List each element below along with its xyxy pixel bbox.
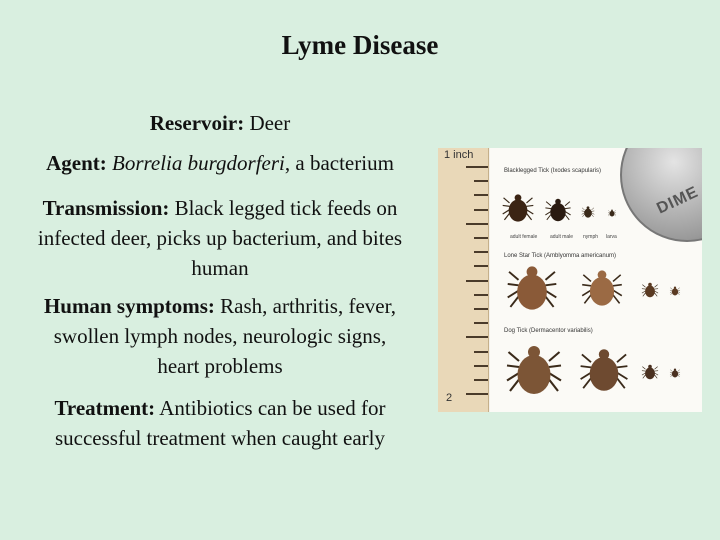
tick-comparison-image (438, 148, 702, 412)
ruler-tick (474, 294, 488, 296)
ruler-label-top: 1 inch (444, 149, 474, 161)
transmission-block (0, 193, 440, 283)
ruler-tick (474, 351, 488, 353)
dog-tick-caption: Dog Tick (Dermacentor variabilis) (504, 328, 593, 334)
symptoms-label: Human symptoms: (43, 294, 215, 318)
ruler-tick (474, 209, 488, 211)
blacklegged-adult-male (545, 199, 570, 221)
ruler-tick (474, 265, 488, 267)
ruler-tick (474, 322, 488, 324)
dog-tick-male (581, 349, 628, 391)
treatment-block (0, 393, 440, 453)
agent-label: Agent: (46, 151, 107, 175)
ruler-label-bottom: 2 (446, 392, 453, 404)
ruler-tick (466, 280, 488, 282)
blacklegged-larva (608, 209, 616, 216)
lonestar-larva (670, 287, 680, 296)
transmission-label: Transmission: (42, 196, 170, 220)
transmission-text-1: Black legged tick feeds on (169, 196, 398, 220)
ruler-tick (474, 180, 488, 182)
reservoir-line (0, 108, 440, 138)
transmission-line-1 (0, 193, 440, 223)
stage-adult-female: adult female (510, 234, 538, 240)
slide-title: Lyme Disease (281, 30, 439, 60)
dog-tick-nymph (642, 365, 658, 379)
blacklegged-adult-female (503, 194, 534, 221)
treatment-text-1: Antibiotics can be used for (155, 396, 386, 420)
symptoms-line-3: heart problems (157, 354, 283, 378)
ruler-tick (466, 393, 488, 395)
ruler (438, 148, 489, 412)
ruler-tick (474, 194, 488, 196)
symptoms-line-2: swollen lymph nodes, neurologic signs, (53, 324, 387, 348)
lonestar-male (582, 270, 622, 305)
ruler-tick (474, 251, 488, 253)
ruler-tick (474, 379, 488, 381)
transmission-line-3: human (191, 256, 249, 280)
lonestar-nymph (642, 283, 658, 297)
tick-illustrations (490, 148, 702, 412)
reservoir-label: Reservoir: (149, 111, 245, 135)
dog-tick-female (507, 346, 561, 394)
ruler-tick (474, 308, 488, 310)
lonestar-caption: Lone Star Tick (Amblyomma americanum) (504, 253, 617, 259)
treatment-label: Treatment: (54, 396, 156, 420)
blacklegged-caption: Blacklegged Tick (Ixodes scapularis) (504, 168, 602, 174)
tick-panel (490, 148, 702, 412)
coin-text: DIME (654, 183, 702, 218)
ruler-tick (474, 365, 488, 367)
ruler-tick (466, 166, 488, 168)
stage-adult-male: adult male (550, 234, 574, 240)
symptoms-line-1 (0, 291, 440, 321)
stage-nymph: nymph (583, 234, 599, 240)
agent-text: , a bacterium (284, 151, 394, 175)
ruler-tick (466, 223, 488, 225)
lonestar-female (508, 266, 557, 309)
agent-line (0, 148, 440, 178)
treatment-line-2: successful treatment when caught early (54, 426, 386, 450)
blacklegged-nymph (582, 206, 595, 217)
ruler-tick (466, 336, 488, 338)
treatment-line-1 (0, 393, 440, 423)
dog-tick-larva (670, 369, 680, 378)
stage-larva: larva (606, 234, 617, 240)
transmission-line-2: infected deer, picks up bacterium, and bites (37, 226, 403, 250)
agent-species: Borrelia burgdorferi (112, 151, 285, 175)
symptoms-text-1: Rash, arthritis, fever, (214, 294, 397, 318)
reservoir-text: Deer (244, 111, 291, 135)
ruler-tick (474, 237, 488, 239)
symptoms-block (0, 291, 440, 381)
